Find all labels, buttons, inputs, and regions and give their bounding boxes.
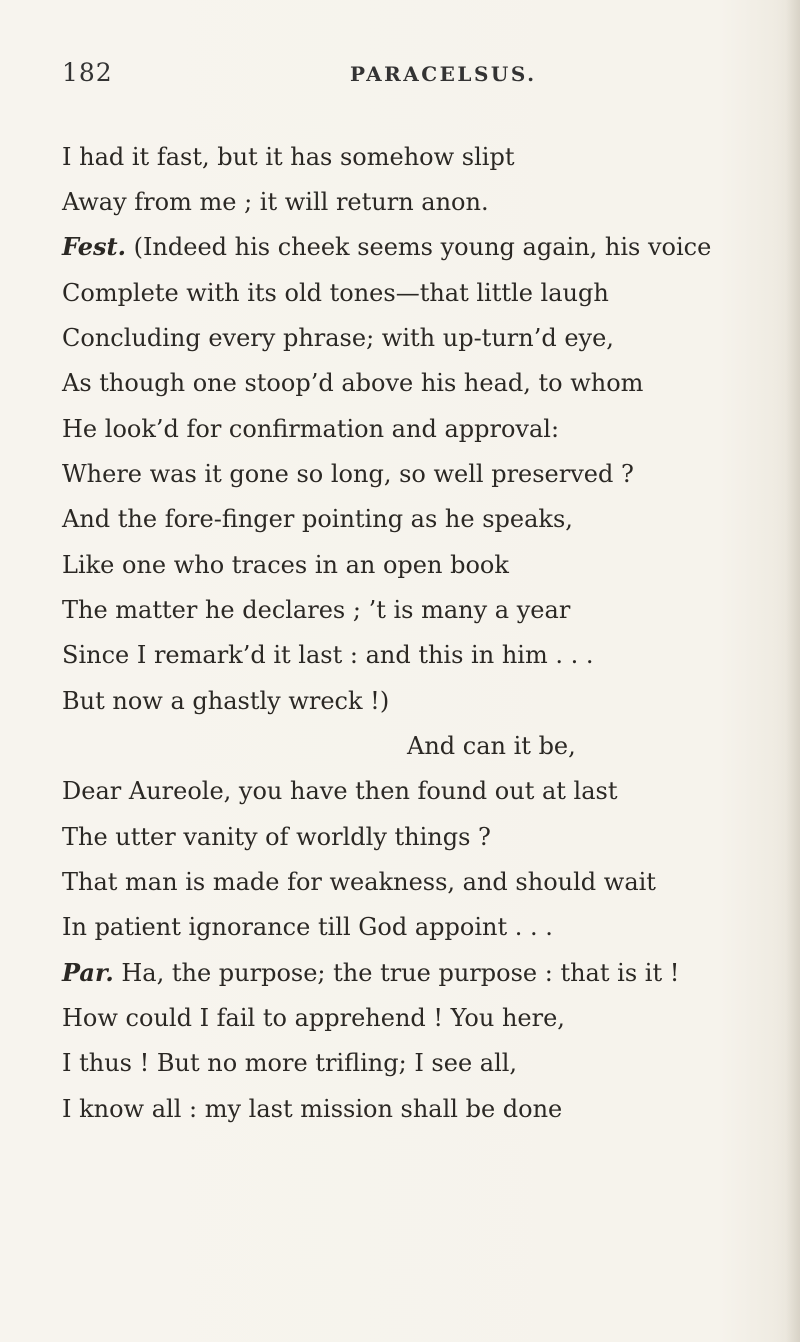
poem-line: As though one stoop’d above his head, to whom	[62, 369, 644, 397]
poem-line: I know all : my last mission shall be done	[62, 1095, 563, 1123]
poem-line: Par. Ha, the purpose; the true purpose : that is it !	[62, 958, 680, 987]
poem-line: Where was it gone so long, so well preserved ?	[62, 460, 634, 488]
poem-line: How could I fail to apprehend ! You here,	[62, 1004, 565, 1032]
poem-line: In patient ignorance till God appoint . . .	[62, 913, 553, 941]
poem-line: Away from me ; it will return anon.	[62, 188, 489, 216]
poem-line: Since I remark’d it last : and this in him . . .	[62, 641, 594, 669]
poem-line: I had it fast, but it has somehow slipt	[62, 143, 515, 171]
poem-line: That man is made for weakness, and should wait	[62, 868, 656, 896]
poem-line: He look’d for confirmation and approval:	[62, 415, 560, 443]
poem-line: And can it be,	[407, 732, 576, 760]
poem-line: Dear Aureole, you have then found out at last	[62, 777, 618, 805]
poem-line: I thus ! But no more trifling; I see all,	[62, 1049, 518, 1077]
speaker-label: Par.	[62, 958, 114, 987]
poem-line: But now a ghastly wreck !)	[62, 687, 390, 715]
poem-line: The utter vanity of worldly things ?	[62, 823, 491, 851]
poem-line: Concluding every phrase; with up-turn’d eye,	[62, 324, 614, 352]
page-header	[62, 58, 662, 94]
page-number: 182	[62, 58, 113, 87]
poem-line: Fest. (Indeed his cheek seems young again, his voice	[62, 232, 712, 261]
poem-line: Like one who traces in an open book	[62, 551, 509, 579]
poem-line: And the fore-finger pointing as he speaks,	[62, 505, 573, 533]
poem-line: Complete with its old tones—that little laugh	[62, 279, 609, 307]
page-edge-shadow	[786, 0, 800, 1342]
speaker-label: Fest.	[62, 232, 126, 261]
running-head: PARACELSUS.	[350, 62, 537, 86]
poem-line: The matter he declares ; ’t is many a year	[62, 596, 571, 624]
